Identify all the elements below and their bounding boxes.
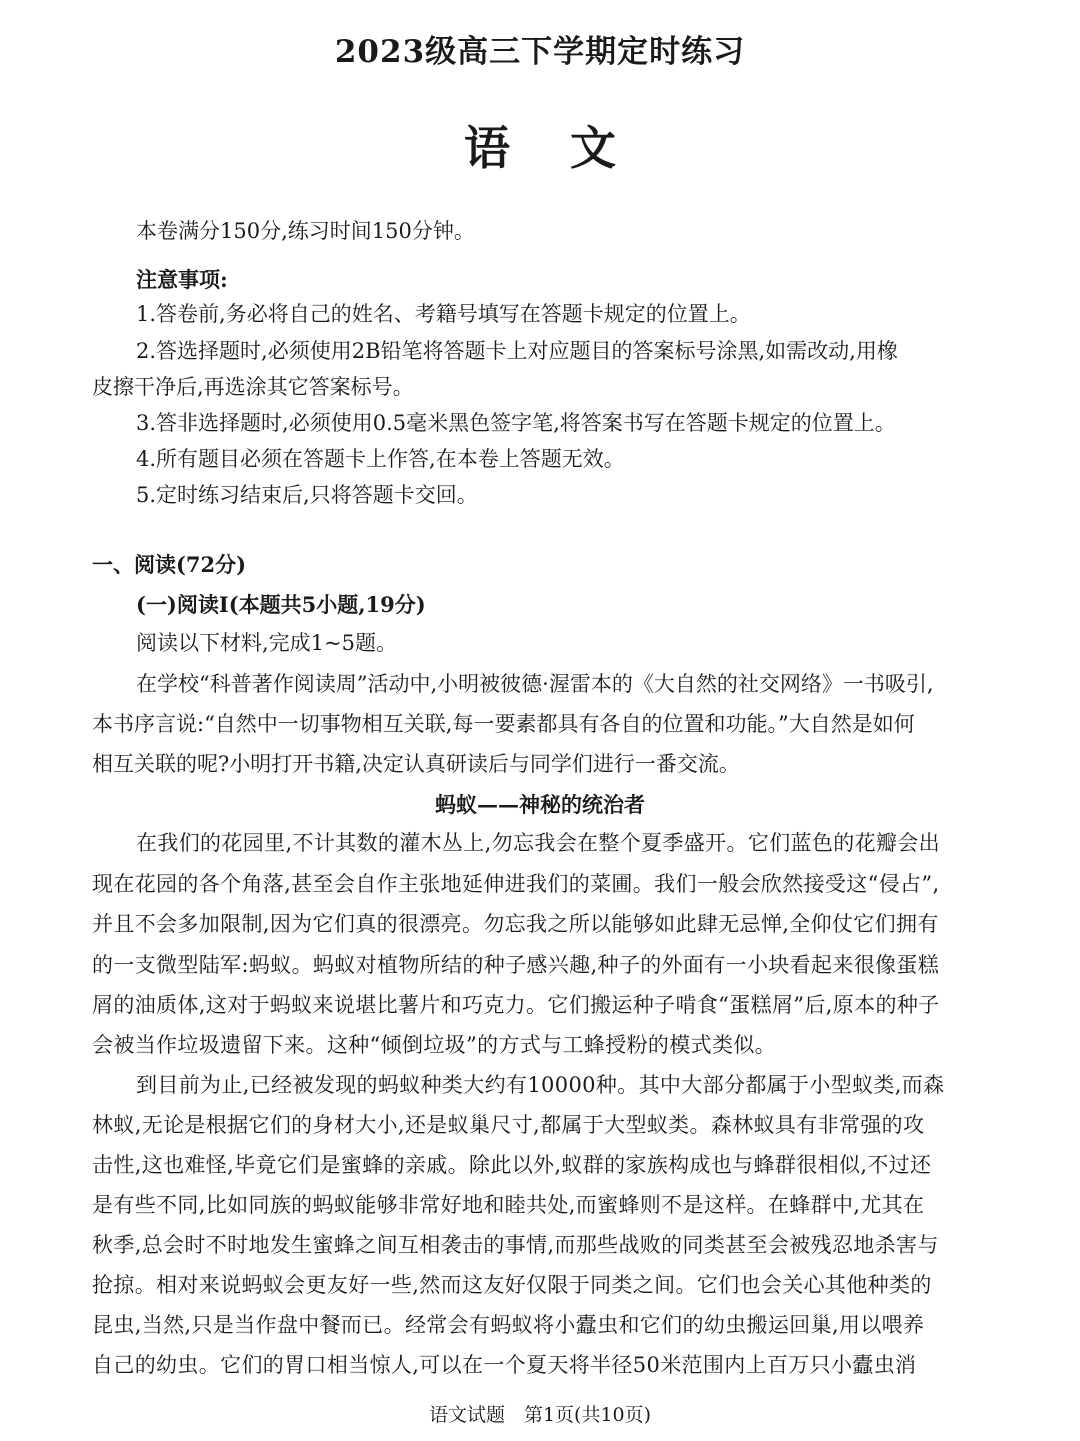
notice-title: 注意事项: <box>136 267 228 292</box>
article-line: 抢掠。相对来说蚂蚁会更友好一些,然而这友好仅限于同类之间。它们也会关心其他种类的 <box>92 1273 932 1297</box>
notice-line-4: 4.所有题目必须在答题卡上作答,在本卷上答题无效。 <box>136 447 625 471</box>
article-line: 并且不会多加限制,因为它们真的很漂亮。勿忘我之所以能够如此肆无忌惮,全仰仗它们拥有 <box>92 912 939 936</box>
notice-line-2-cont: 皮擦干净后,再选涂其它答案标号。 <box>92 375 414 399</box>
article-line: 在我们的花园里,不计其数的灌木丛上,勿忘我会在整个夏季盛开。它们蓝色的花瓣会出 <box>136 831 940 855</box>
notice-line-3: 3.答非选择题时,必须使用0.5毫米黑色签字笔,将答案书写在答题卡规定的位置上。 <box>136 411 896 435</box>
article-title: 蚂蚁——神秘的统治者 <box>435 792 645 817</box>
reading-instruction: 阅读以下材料,完成1~5题。 <box>136 631 397 655</box>
article-line: 到目前为止,已经被发现的蚂蚁种类大约有10000种。其中大部分都属于小型蚁类,而森 <box>136 1073 945 1097</box>
subsection-title: (一)阅读Ⅰ(本题共5小题,19分) <box>136 592 426 617</box>
article-line: 现在花园的各个角落,甚至会自作主张地延伸进我们的菜圃。我们一般会欣然接受这“侵占”, <box>92 872 940 896</box>
article-line: 击性,这也难怪,毕竟它们是蜜蜂的亲戚。除此以外,蚁群的家族构成也与蜂群很相似,不过还 <box>92 1153 932 1177</box>
page-footer: 语文试题 第1页(共10页) <box>428 1404 652 1426</box>
notice-line-2: 2.答选择题时,必须使用2B铅笔将答题卡上对应题目的答案标号涂黑,如需改动,用橡 <box>136 339 898 363</box>
notice-line-5: 5.定时练习结束后,只将答题卡交回。 <box>136 483 478 507</box>
subject-title: 语文 <box>464 121 676 175</box>
intro-line-1: 在学校“科普著作阅读周”活动中,小明被彼德·渥雷本的《大自然的社交网络》一书吸引, <box>136 672 934 696</box>
section-title: 一、阅读(72分) <box>92 552 247 577</box>
intro-line-2: 本书序言说:“自然中一切事物相互关联,每一要素都具有各自的位置和功能。”大自然是如何 <box>92 712 915 736</box>
article-line: 林蚁,无论是根据它们的身材大小,还是蚁巢尺寸,都属于大型蚁类。森林蚁具有非常强的攻 <box>92 1113 925 1137</box>
article-line: 的一支微型陆军:蚂蚁。蚂蚁对植物所结的种子感兴趣,种子的外面有一小块看起来很像蛋糕 <box>92 953 940 977</box>
intro-line-3: 相互关联的呢?小明打开书籍,决定认真研读后与同学们进行一番交流。 <box>92 752 740 776</box>
article-line: 秋季,总会时不时地发生蜜蜂之间互相袭击的事情,而那些战败的同类甚至会被残忍地杀害与 <box>92 1233 939 1257</box>
notice-line-1: 1.答卷前,务必将自己的姓名、考籍号填写在答题卡规定的位置上。 <box>136 302 751 326</box>
exam-title: 2023级高三下学期定时练习 <box>334 34 746 70</box>
article-line: 会被当作垃圾遗留下来。这种“倾倒垃圾”的方式与工蜂授粉的模式类似。 <box>92 1033 777 1057</box>
article-line: 自己的幼虫。它们的胃口相当惊人,可以在一个夏天将半径50米范围内上百万只小蠹虫消 <box>92 1353 917 1377</box>
score-time-info: 本卷满分150分,练习时间150分钟。 <box>136 219 475 243</box>
article-line: 屑的油质体,这对于蚂蚁来说堪比薯片和巧克力。它们搬运种子啃食“蛋糕屑”后,原本的种子 <box>92 993 940 1017</box>
article-line: 昆虫,当然,只是当作盘中餐而已。经常会有蚂蚁将小蠹虫和它们的幼虫搬运回巢,用以喂养 <box>92 1313 925 1337</box>
article-line: 是有些不同,比如同族的蚂蚁能够非常好地和睦共处,而蜜蜂则不是这样。在蜂群中,尤其在 <box>92 1193 925 1217</box>
